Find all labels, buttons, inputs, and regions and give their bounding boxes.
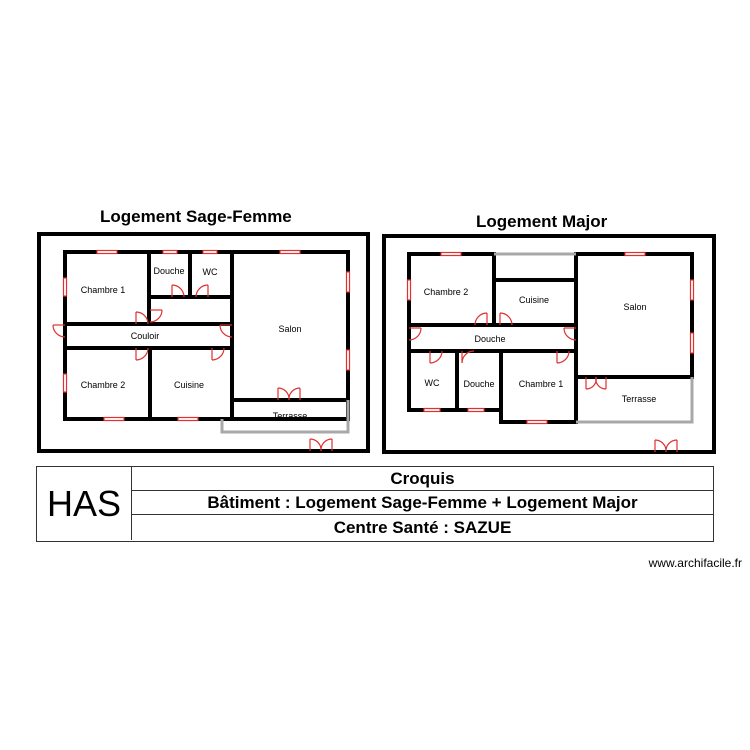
walls [39, 234, 714, 452]
plan-title-major: Logement Major [476, 212, 608, 231]
logo-text: HAS [37, 467, 132, 540]
room-label: Terrasse [272, 411, 308, 421]
plan-title-sage-femme: Logement Sage-Femme [100, 207, 292, 226]
room-label: Douche [153, 266, 185, 276]
room-label: Terrasse [621, 394, 657, 404]
room-label: Chambre 2 [80, 380, 126, 390]
title-block [36, 466, 714, 542]
door-chambre-1-couloir [150, 310, 162, 322]
room-label: Chambre 1 [80, 285, 126, 295]
house-outline-sage-femme [65, 252, 348, 419]
room-label: Salon [278, 324, 302, 334]
room-label: Couloir [130, 331, 160, 341]
room-label: Salon [623, 302, 647, 312]
room-label: Cuisine [173, 380, 205, 390]
plot-boundary-major [384, 236, 714, 452]
credit-link[interactable]: www.archifacile.fr [648, 556, 742, 570]
room-label: Douche [463, 379, 495, 389]
room-label: WC [202, 267, 218, 277]
room-label: WC [424, 378, 440, 388]
title-block-line-3: Centre Santé : SAZUE [333, 518, 512, 537]
room-label: Chambre 2 [423, 287, 469, 297]
room-label: Cuisine [518, 295, 550, 305]
title-block-line-2: Bâtiment : Logement Sage-Femme + Logement Major [132, 491, 713, 515]
room-label: Chambre 1 [518, 379, 564, 389]
doors [53, 285, 677, 452]
title-block-line-1: Croquis [132, 467, 713, 491]
room-label: Douche [474, 334, 506, 344]
